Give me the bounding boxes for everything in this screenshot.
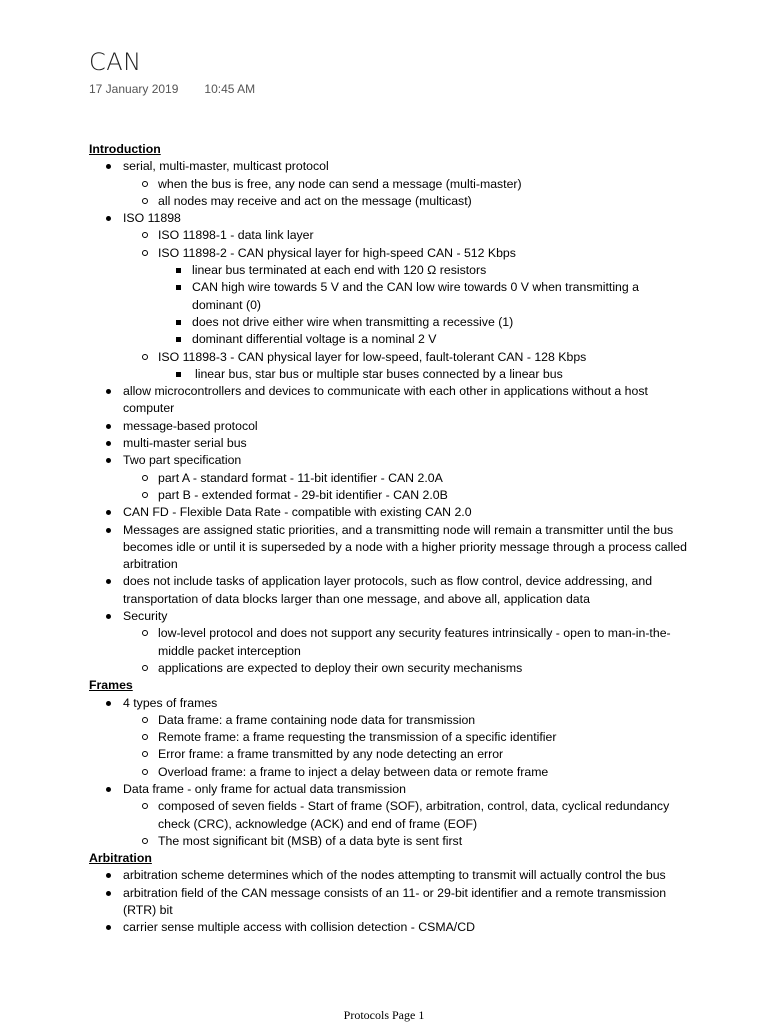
list-item: carrier sense multiple access with collision detection - CSMA/CD — [89, 919, 689, 936]
list-item: Overload frame: a frame to inject a delay between data or remote frame — [89, 764, 689, 781]
page-title: CAN — [89, 48, 142, 76]
list-item: ISO 11898 — [89, 210, 689, 227]
list-item: ISO 11898-3 - CAN physical layer for low-speed, fault-tolerant CAN - 128 Kbps — [89, 349, 689, 366]
list-item: 4 types of frames — [89, 695, 689, 712]
page-date: 17 January 2019 — [89, 82, 179, 96]
section-heading-introduction: Introduction — [89, 142, 161, 156]
list-item: dominant differential voltage is a nominal 2 V — [89, 331, 689, 348]
list-item: serial, multi-master, multicast protocol — [89, 158, 689, 175]
list-item: part A - standard format - 11-bit identifier - CAN 2.0A — [89, 470, 689, 487]
list-item: ISO 11898-2 - CAN physical layer for high-speed CAN - 512 Kbps — [89, 245, 689, 262]
list-item: allow microcontrollers and devices to communicate with each other in applications without a host computer — [89, 383, 689, 418]
section-heading-frames: Frames — [89, 678, 133, 693]
list-item: does not include tasks of application layer protocols, such as flow control, device addressing, and transportation of data blocks larger than one message, and above all, application data — [89, 573, 689, 608]
list-item: arbitration scheme determines which of the nodes attempting to transmit will actually control the bus — [89, 867, 689, 884]
list-item: The most significant bit (MSB) of a data byte is sent first — [89, 833, 689, 850]
list-item: composed of seven fields - Start of frame (SOF), arbitration, control, data, cyclical redundancy check (CRC), acknowledge (ACK) and end of frame (EOF) — [89, 798, 689, 833]
list-item: low-level protocol and does not support any security features intrinsically - open to man-in-the-middle packet interception — [89, 625, 689, 660]
list-item: Data frame: a frame containing node data for transmission — [89, 712, 689, 729]
list-item: part B - extended format - 29-bit identifier - CAN 2.0B — [89, 487, 689, 504]
list-item: linear bus, star bus or multiple star buses connected by a linear bus — [89, 366, 689, 383]
list-item: applications are expected to deploy their own security mechanisms — [89, 660, 689, 677]
list-item: does not drive either wire when transmitting a recessive (1) — [89, 314, 689, 331]
list-item: ISO 11898-1 - data link layer — [89, 227, 689, 244]
list-item: when the bus is free, any node can send a message (multi-master) — [89, 176, 689, 193]
list-item: multi-master serial bus — [89, 435, 689, 452]
list-item: linear bus terminated at each end with 120 Ω resistors — [89, 262, 689, 279]
list-item: Error frame: a frame transmitted by any node detecting an error — [89, 746, 689, 763]
page-footer: Protocols Page 1 — [343, 1008, 425, 1022]
list-item: Security — [89, 608, 689, 625]
list-item: message-based protocol — [89, 418, 689, 435]
page-time: 10:45 AM — [204, 82, 256, 96]
list-item: Messages are assigned static priorities, and a transmitting node will remain a transmitter until the bus becomes idle or until it is superseded by a node with a higher priority message through a process called arbitration — [89, 522, 689, 574]
note-body — [89, 141, 689, 937]
page-timestamp — [89, 82, 255, 96]
list-item: Remote frame: a frame requesting the transmission of a specific identifier — [89, 729, 689, 746]
list-item: Two part specification — [89, 452, 689, 469]
note-outline — [89, 141, 689, 937]
section-heading-arbitration: Arbitration — [89, 851, 152, 866]
list-item: CAN FD - Flexible Data Rate - compatible with existing CAN 2.0 — [89, 504, 689, 521]
list-item: Data frame - only frame for actual data transmission — [89, 781, 689, 798]
list-item: arbitration field of the CAN message consists of an 11- or 29-bit identifier and a remote transmission (RTR) bit — [89, 885, 689, 920]
list-item: CAN high wire towards 5 V and the CAN low wire towards 0 V when transmitting a dominant (0) — [89, 279, 689, 314]
list-item: all nodes may receive and act on the message (multicast) — [89, 193, 689, 210]
